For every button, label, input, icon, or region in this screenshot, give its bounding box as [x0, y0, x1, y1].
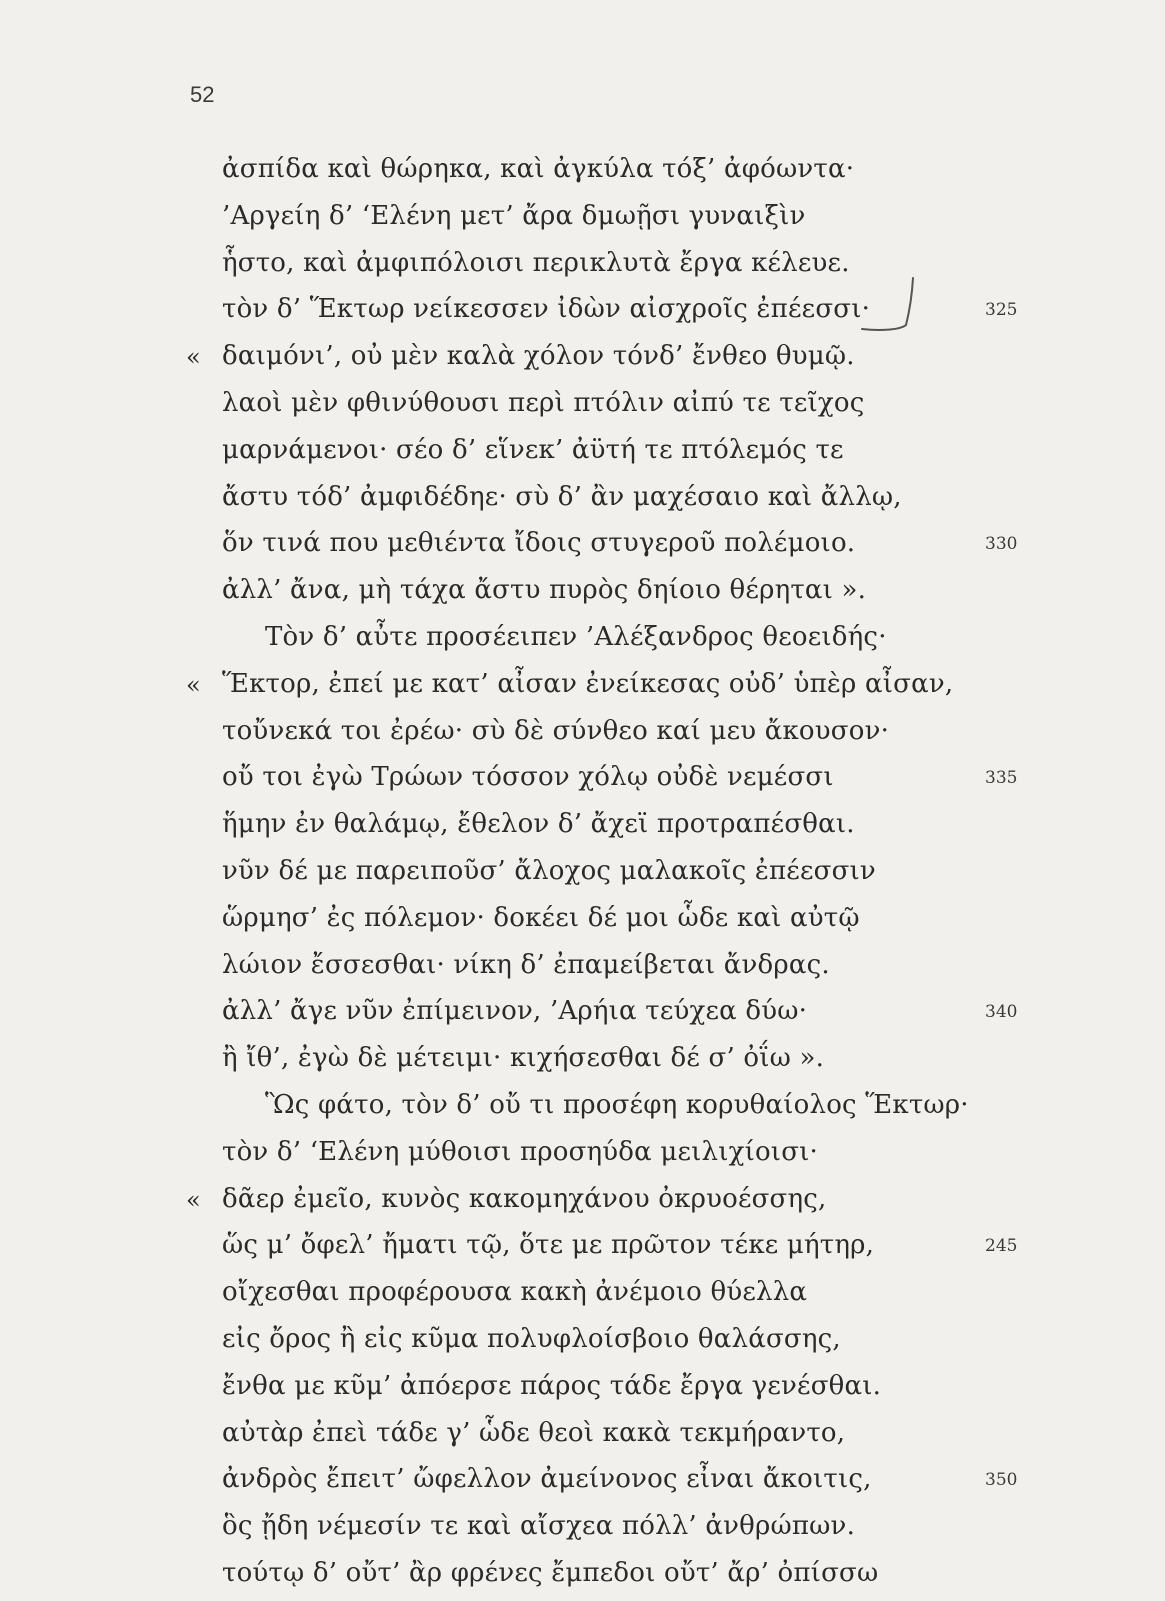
line-number: 330 — [985, 534, 1018, 555]
verse-text: ἢ ἴθ’, ἐγὼ δὲ μέτειμι· κιχήσεσθαι δέ σ’ ὀΐω ». — [222, 1043, 825, 1074]
verse-line — [0, 571, 1165, 618]
verse-line — [0, 431, 1165, 478]
verse-text: Ἕκτορ, ἐπεί με κατ’ αἶσαν ἐνείκεσας οὐδ’ ὑπὲρ αἶσαν, — [222, 668, 954, 699]
verse-text: Τὸν δ’ αὖτε προσέειπεν ’Αλέξανδρος θεοειδής· — [265, 621, 887, 652]
verse-text: εἰς ὄρος ἢ εἰς κῦμα πολυφλοίσβοιο θαλάσσης, — [222, 1323, 841, 1354]
verse-line — [0, 758, 1165, 805]
verse-text: Ὣς φάτο, τὸν δ’ οὔ τι προσέφη κορυθαίολος Ἕκτωρ· — [265, 1089, 969, 1120]
verse-text: ὃς ᾔδη νέμεσίν τε καὶ αἴσχεα πόλλ’ ἀνθρώπων. — [222, 1511, 856, 1542]
verse-block — [0, 150, 1165, 1601]
verse-line — [0, 1180, 1165, 1227]
verse-text: λώιον ἔσσεσθαι· νίκη δ’ ἐπαμείβεται ἄνδρας. — [222, 949, 830, 980]
verse-text: ἀλλ’ ἄνα, μὴ τάχα ἄστυ πυρὸς δηίοιο θέρηται ». — [222, 575, 867, 606]
verse-line — [0, 384, 1165, 431]
page-number: 52 — [190, 82, 215, 107]
verse-text: ἔνθα με κῦμ’ ἀπόερσε πάρος τάδε ἔργα γενέσθαι. — [222, 1370, 882, 1401]
verse-line — [0, 1460, 1165, 1507]
verse-line — [0, 992, 1165, 1039]
verse-text: τὸν δ’ Ἕκτωρ νείκεσσεν ἰδὼν αἰσχροῖς ἐπέεσσι· — [222, 294, 871, 325]
verse-line — [0, 244, 1165, 291]
verse-line — [0, 1039, 1165, 1086]
verse-text: τοὔνεκά τοι ἐρέω· σὺ δὲ σύνθεο καί μευ ἄκουσον· — [222, 715, 890, 746]
line-number: 245 — [985, 1236, 1018, 1257]
verse-text: λαοὶ μὲν φθινύθουσι περὶ πτόλιν αἰπύ τε τεῖχος — [222, 387, 865, 418]
verse-line — [0, 665, 1165, 712]
verse-line — [0, 1367, 1165, 1414]
quote-mark: « — [186, 343, 201, 372]
verse-text: ἄστυ τόδ’ ἀμφιδέδηε· σὺ δ’ ἂν μαχέσαιο καὶ ἄλλῳ, — [222, 481, 902, 512]
line-number: 325 — [985, 300, 1018, 321]
verse-text: δᾶερ ἐμεῖο, κυνὸς κακομηχάνου ὀκρυοέσσης, — [222, 1183, 827, 1214]
line-number: 335 — [985, 768, 1018, 789]
verse-line — [0, 337, 1165, 384]
verse-text: ὥς μ’ ὄφελ’ ἤματι τῷ, ὅτε με πρῶτον τέκε μήτηρ, — [222, 1230, 875, 1261]
verse-text: τὸν δ’ ‘Ελένη μύθοισι προσηύδα μειλιχίοισι· — [222, 1136, 819, 1167]
verse-line — [0, 1320, 1165, 1367]
verse-text: αὐτὰρ ἐπεὶ τάδε γ’ ὧδε θεοὶ κακὰ τεκμήραντο, — [222, 1417, 846, 1448]
verse-text: ὥρμησ’ ἐς πόλεμον· δοκέει δέ μοι ὧδε καὶ αὐτῷ — [222, 902, 860, 933]
verse-text: νῦν δέ με παρειποῦσ’ ἄλοχος μαλακοῖς ἐπέεσσιν — [222, 855, 876, 886]
line-number: 340 — [985, 1002, 1018, 1023]
verse-line — [0, 899, 1165, 946]
verse-text: ’Αργείη δ’ ‘Ελένη μετ’ ἄρα δμωῇσι γυναιξὶν — [222, 200, 806, 231]
verse-line — [0, 712, 1165, 759]
verse-line — [0, 524, 1165, 571]
verse-line — [0, 852, 1165, 899]
verse-text: ἀνδρὸς ἔπειτ’ ὤφελλον ἀμείνονος εἶναι ἄκοιτις, — [222, 1464, 872, 1495]
verse-line — [0, 197, 1165, 244]
verse-line — [0, 618, 1165, 665]
verse-text: μαρνάμενοι· σέο δ’ εἵνεκ’ ἀϋτή τε πτόλεμός τε — [222, 434, 844, 465]
verse-text: οὔ τοι ἐγὼ Τρώων τόσσον χόλῳ οὐδὲ νεμέσσι — [222, 762, 834, 793]
verse-line — [0, 1273, 1165, 1320]
verse-line — [0, 946, 1165, 993]
verse-text: τούτῳ δ’ οὔτ’ ἂρ φρένες ἔμπεδοι οὔτ’ ἄρ’ ὀπίσσω — [222, 1557, 879, 1588]
verse-line — [0, 1133, 1165, 1180]
verse-line — [0, 1554, 1165, 1601]
verse-line — [0, 478, 1165, 525]
verse-line — [0, 1414, 1165, 1461]
verse-text: οἴχεσθαι προφέρουσα κακὴ ἀνέμοιο θύελλα — [222, 1277, 808, 1308]
verse-text: ἧστο, καὶ ἀμφιπόλοισι περικλυτὰ ἔργα κέλευε. — [222, 247, 850, 278]
quote-mark: « — [186, 670, 201, 699]
verse-text: δαιμόνι’, οὐ μὲν καλὰ χόλον τόνδ’ ἔνθεο θυμῷ. — [222, 341, 855, 372]
verse-line — [0, 1086, 1165, 1133]
verse-line — [0, 805, 1165, 852]
quote-mark: « — [186, 1185, 201, 1214]
verse-line — [0, 1507, 1165, 1554]
verse-text: ἥμην ἐν θαλάμῳ, ἔθελον δ’ ἄχεϊ προτραπέσθαι. — [222, 809, 855, 840]
line-number: 350 — [985, 1470, 1018, 1491]
verse-text: ἀλλ’ ἄγε νῦν ἐπίμεινον, ’Αρήια τεύχεα δύω· — [222, 996, 808, 1027]
verse-line — [0, 290, 1165, 337]
verse-text: ἀσπίδα καὶ θώρηκα, καὶ ἀγκύλα τόξ’ ἀφόωντα· — [222, 154, 855, 184]
verse-text: ὅν τινά που μεθιέντα ἴδοις στυγεροῦ πολέμοιο. — [222, 528, 856, 559]
verse-line — [0, 1226, 1165, 1273]
verse-line — [0, 150, 1165, 197]
